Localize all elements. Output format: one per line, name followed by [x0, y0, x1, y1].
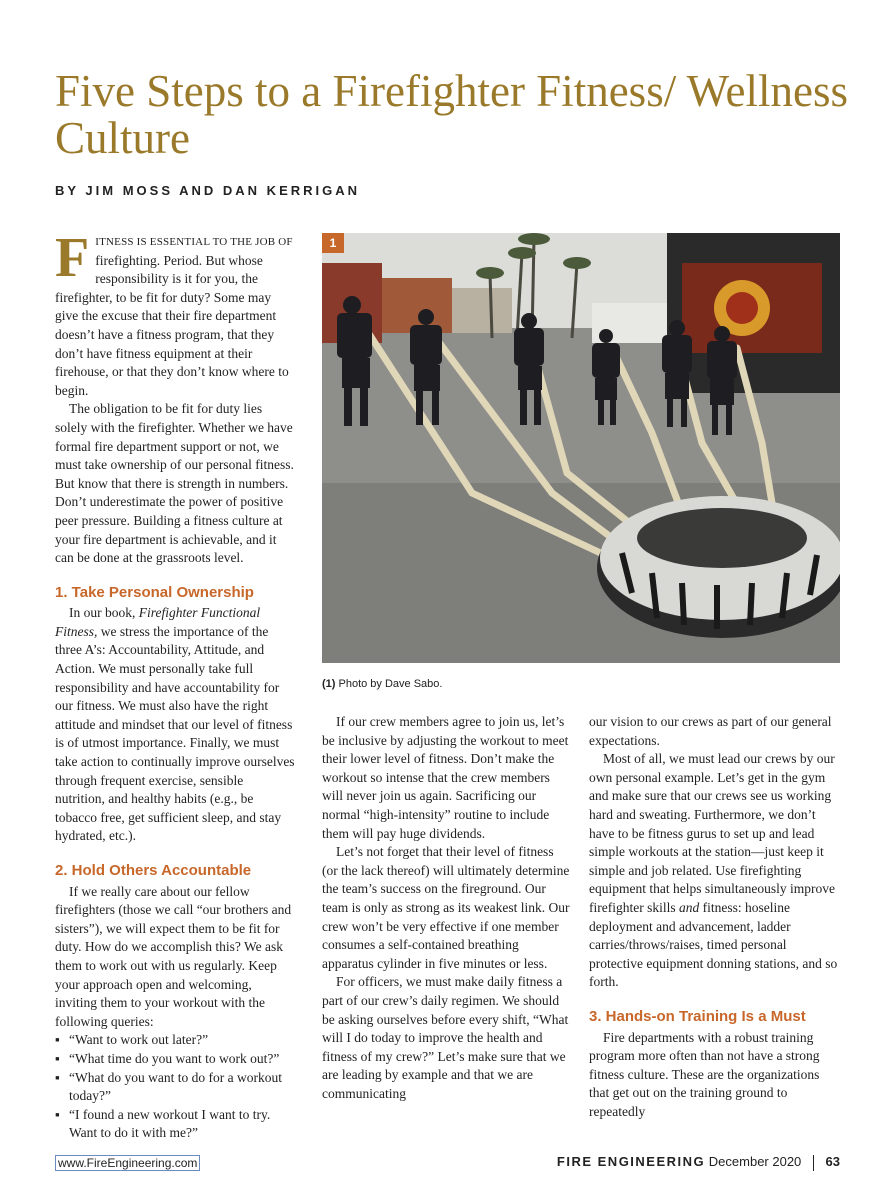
article-title: Five Steps to a Firefighter Fitness/ Wellness Culture [55, 66, 848, 163]
intro-smallcaps: ITNESS IS ESSENTIAL TO THE JOB OF [95, 236, 293, 248]
paragraph: our vision to our crews as part of our general expectations. [589, 714, 832, 748]
caption-label: (1) [322, 678, 336, 690]
section-heading-1: 1. Take Personal Ownership [55, 583, 254, 601]
magazine-name: FIRE ENGINEERING [556, 1154, 706, 1169]
section-heading-3: 3. Hands-on Training Is a Must [589, 1007, 806, 1025]
paragraph: Most of all, we must lead our crews by our own personal example. Let’s get in the gym and make sure that our crews see us working hard and sweating. Furthermore, we don’t have to be fitness gurus to set up and lead simple workouts at the station—just keep it simple and job related. Use firefighting equipment that helps simultaneously improve firefighter skills and fitness: hoseline deployment and advancement, ladder carries/throws/raises, timed personal protective equipment donning stations, and so forth. [589, 751, 838, 990]
photo-caption [322, 678, 442, 690]
query-list [55, 1031, 295, 1143]
byline: BY JIM MOSS AND DAN KERRIGAN [55, 183, 361, 198]
issue-date: December 2020 [708, 1154, 802, 1169]
column-3 [589, 713, 841, 1121]
article-photo [322, 233, 840, 663]
photo-number-badge: 1 [322, 233, 344, 253]
footer-info [557, 1154, 840, 1171]
page-number: 63 [825, 1154, 840, 1169]
book-title: Firefighter Functional Fitness, [55, 605, 261, 639]
list-item: ▪ “Want to work out later?” [69, 1031, 295, 1050]
list-item: ▪ “I found a new workout I want to try. Want to do it with me?” [69, 1106, 295, 1143]
footer-divider [813, 1155, 814, 1171]
intro-paragraph [55, 227, 295, 400]
column-1 [55, 227, 295, 1143]
drop-cap: F [55, 227, 90, 289]
paragraph: Let’s not forget that their level of fitness (or the lack thereof) will ultimately determine the team’s success on the fireground. Our team is only as strong as its weakest link. Our crew won’t be very effective if one member consumes a self-contained breathing apparatus cylinder in five minutes or less. [322, 844, 570, 971]
paragraph: If we really care about our fellow firefighters (those we call “our brothers and sisters”), we will expect them to be fit for duty. How do we accomplish this? We ask them to work out with us regularly. Keep your approach open and welcoming, inviting them to your workout with the following queries: [55, 883, 292, 1029]
photo-illustration [322, 233, 840, 663]
paragraph: For officers, we must make daily fitness a part of our crew’s daily regimen. We should be asking ourselves before every shift, “What will I do today to improve the health and fitness of my crew?” Let’s make sure that we are leading by example and that we are communicating [322, 974, 569, 1101]
emphasis: and [678, 899, 700, 915]
caption-text: Photo by Dave Sabo. [335, 678, 443, 690]
section-heading-2: 2. Hold Others Accountable [55, 862, 252, 879]
list-item: ▪ “What time do you want to work out?” [69, 1050, 295, 1069]
paragraph: Fire departments with a robust training program more often than not have a strong fitness culture. These are the organizations that get out on the training ground to repeatedly [589, 1029, 820, 1119]
paragraph: If our crew members agree to join us, let’s be inclusive by adjusting the workout to meet their lower level of fitness. Don’t make the workout so intense that the crew members will never join us again. Sacrificing our normal “high-intensity” routine to include them will pay huge dividends. [322, 714, 569, 841]
paragraph: In our book, Firefighter Functional Fitness, we stress the importance of the three A’s: Accountability, Attitude, and Action. We must personally take full responsibility and have accountability for our fitness. We must also have the right attitude and mindset that our level of fitness is of utmost importance. Finally, we must take action to continually improve ourselves through frequent exercise, sensible nutrition, and healthy habits (e.g., be tobacco free, get sufficient sleep, and stay hydrated, etc.). [55, 605, 295, 844]
paragraph: The obligation to be fit for duty lies solely with the firefighter. Whether we have formal fire department support or not, we must take ownership of our personal fitness. But know that there is strength in numbers. Don’t underestimate the power of positive peer pressure. Building a fitness culture at your fire department is achievable, and it can be done at the grassroots level. [55, 401, 294, 566]
column-2 [322, 713, 572, 1103]
list-item: ▪ “What do you want to do for a workout today?” [69, 1069, 295, 1106]
intro-text: firefighting. Period. But whose responsibility is it for you, the firefighter, to be fit for duty? Some may give the excuse that their fire department doesn’t have a fitness program, that they don’t have fitness equipment at their firehouse, or that they don’t know where to begin. [55, 252, 289, 398]
website-link[interactable]: www.FireEngineering.com [55, 1155, 200, 1171]
